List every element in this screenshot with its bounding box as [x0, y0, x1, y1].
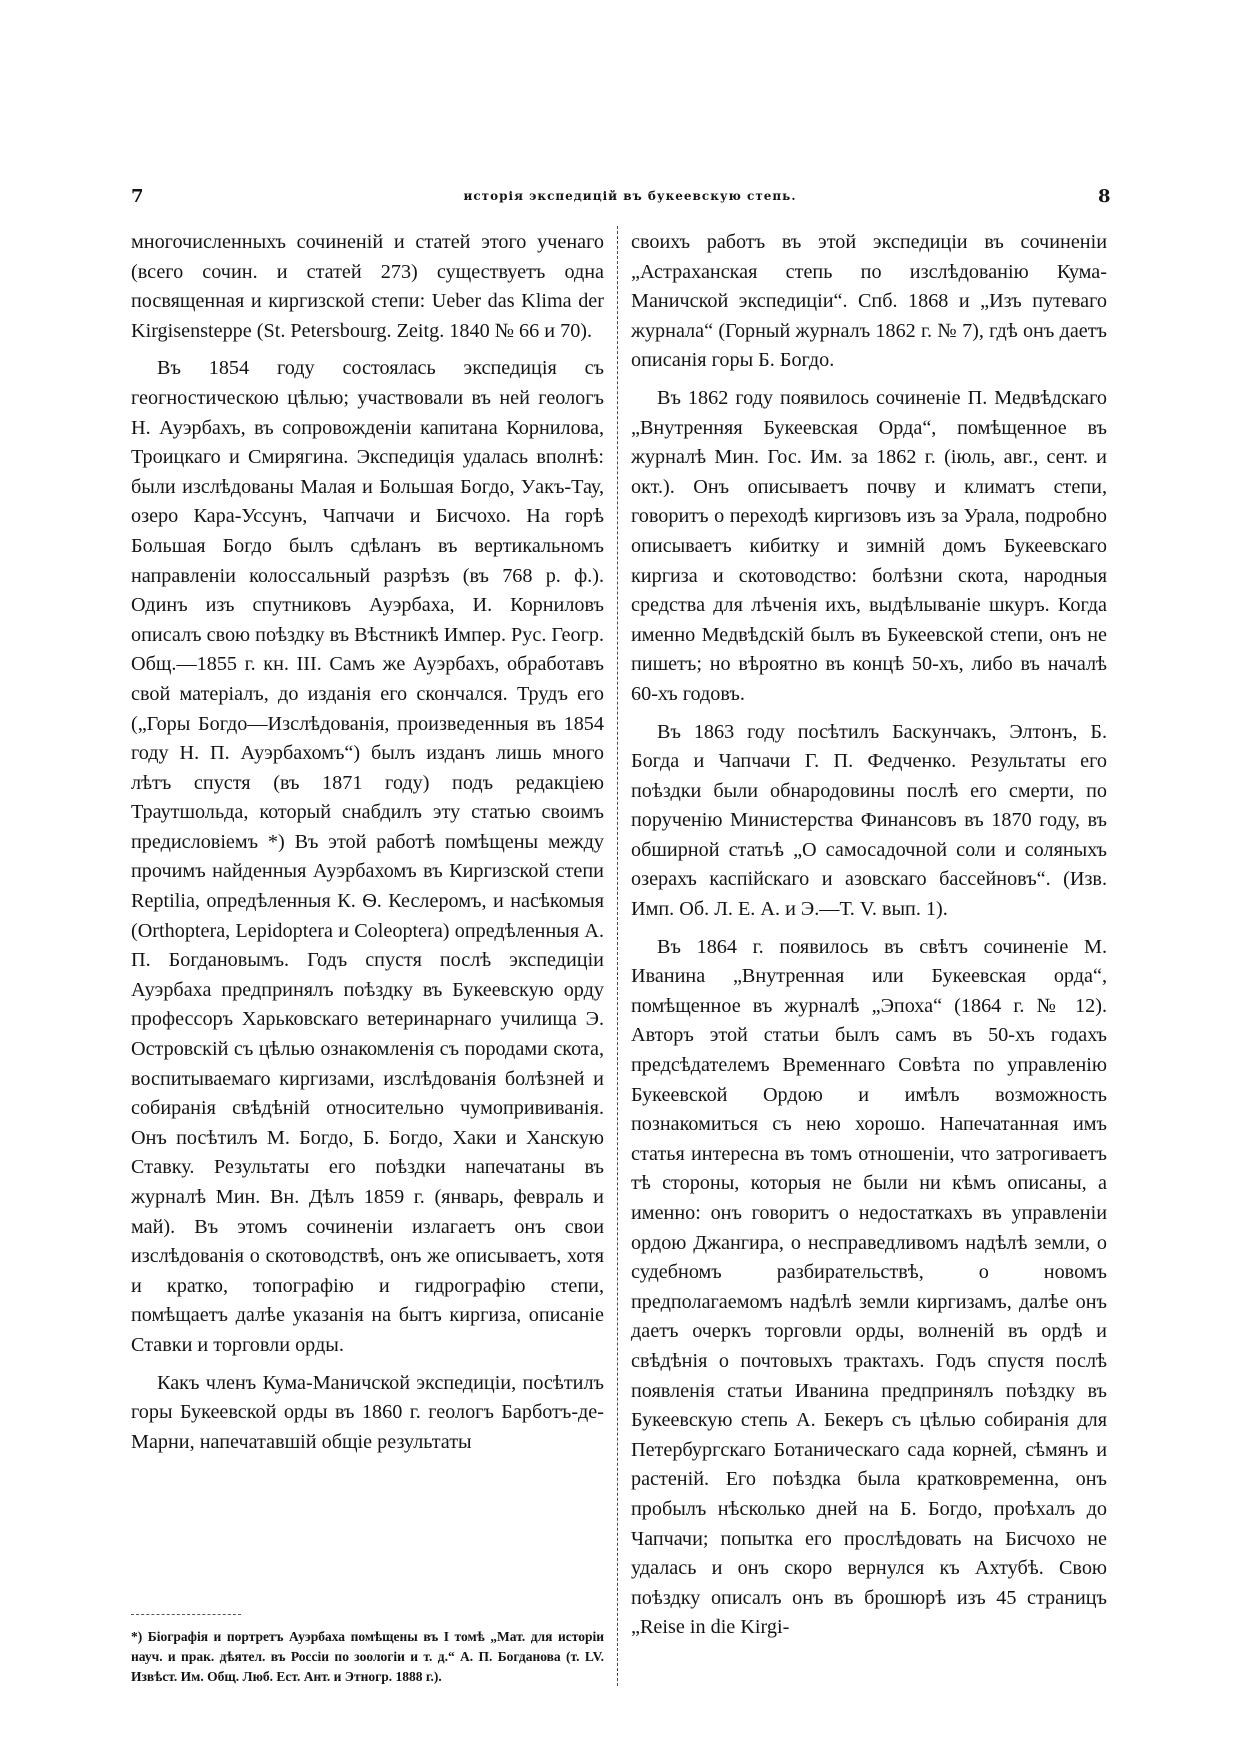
- paragraph: Какъ членъ Кума-Маничской экспедиціи, посѣтилъ горы Букеевской орды въ 1860 г. геологъ Барботъ-де-Марни, напечатавшій общіе результаты: [131, 1371, 604, 1453]
- paragraph: Въ 1863 году посѣтилъ Баскунчакъ, Элтонъ, Б. Богда и Чапчачи Г. П. Федченко. Результаты его поѣздки были обнародовины послѣ его смерти, по порученію Министерства Финансовъ въ 1870 году, въ обширной статьѣ „О самосадочной соли и соляныхъ озерахъ каспійскаго и азовскаго бассейновъ“. (Изв. Имп. Об. Л. Е. А. и Э.—Т. V. вып. 1).: [631, 720, 1107, 921]
- column-divider: [617, 226, 618, 1686]
- right-column: [631, 228, 1107, 1643]
- paragraph: своихъ работъ въ этой экспедиціи въ сочиненіи „Астраханская степь по изслѣдованію Кума-Маничской экспедиціи“. Спб. 1868 и „Изъ путеваго журнала“ (Горный журналъ 1862 г. № 7), гдѣ онъ даетъ описанія горы Б. Богдо.: [631, 231, 1107, 372]
- paragraph: Въ 1864 г. появилось въ свѣтъ сочиненіе М. Иванина „Внутренная или Букеевская орда“, помѣщенное въ журналѣ „Эпоха“ (1864 г. № 12). Авторъ этой статьи былъ самъ въ 50-хъ годахъ предсѣдателемъ Временнаго Совѣта по управленію Букеевской Ордою и имѣлъ возможность познакомиться съ нею хорошо. Напечатанная имъ статья интересна въ томъ отношеніи, что затрогиваетъ тѣ стороны, которыя не были ни кѣмъ описаны, а именно: онъ говоритъ о недостаткахъ въ управленіи ордою Джангира, о несправедливомъ надѣлѣ земли, о судебномъ разбирательствѣ, о новомъ предполагаемомъ надѣлѣ земли киргизамъ, далѣе онъ даетъ очеркъ торговли орды, волненій въ ордѣ и свѣдѣнія о почтовыхъ трактахъ. Годъ спустя послѣ появленія статьи Иванина предпринялъ поѣздку въ Букеевскую степь А. Бекеръ съ цѣлью собиранія для Петербургскаго Ботаническаго сада корней, сѣмянъ и растеній. Его поѣздка была кратковременна, онъ пробылъ нѣсколько дней на Б. Богдо, проѣхалъ до Чапчачи; попытка его прослѣдовать на Бисчохо не удалась и онъ скоро вернулся къ Ахтубѣ. Свою поѣздку описалъ онъ въ брошюрѣ изъ 45 страницъ „Reise in die Kirgi-: [631, 935, 1107, 1639]
- footnote: *) Біографія и портретъ Ауэрбаха помѣщены въ I томѣ „Мат. для исторіи науч. и прак. дѣятел. въ Россіи по зоологіи и т. д.“ А. П. Богданова (т. LV. Извѣст. Им. Общ. Люб. Ест. Ант. и Этногр. 1888 г.).: [131, 1629, 604, 1684]
- running-head: исторія экспедицій въ букеевскую степь.: [463, 189, 797, 203]
- page-number-right: 8: [1098, 186, 1111, 207]
- paragraph: Въ 1854 году состоялась экспедиція съ геогностическою цѣлью; участвовали въ ней геологъ Н. Ауэрбахъ, въ сопровожденіи капитана Корнилова, Троицкаго и Смирягина. Экспедиція удалась вполнѣ: были изслѣдованы Малая и Большая Богдо, Уакъ-Тау, озеро Кара-Уссунъ, Чапчачи и Бисчохо. На горѣ Большая Богдо былъ сдѣланъ въ вертикальномъ направленіи колоссальный разрѣзъ (въ 768 р. ф.). Одинъ изъ спутниковъ Ауэрбаха, И. Корниловъ описалъ свою поѣздку въ Вѣстникѣ Импер. Рус. Геогр. Общ.—1855 г. кн. III. Самъ же Ауэрбахъ, обработавъ свой матеріалъ, до изданія его скончался. Трудъ его („Горы Богдо—Изслѣдованія, произведенныя въ 1854 году Н. П. Ауэрбахомъ“) былъ изданъ лишь много лѣтъ спустя (въ 1871 году) подъ редакціею Траутшольда, который снабдилъ эту статью своимъ предисловіемъ *) Въ этой работѣ помѣщены между прочимъ найденныя Ауэрбахомъ въ Киргизской степи Reptilia, опредѣленныя К. Ѳ. Кеслеромъ, и насѣкомыя (Orthoptera, Lepidoptera и Coleoptera) опредѣленныя А. П. Богдановымъ. Годъ спустя послѣ экспедиціи Ауэрбаха предпринялъ поѣздку въ Букеевскую орду профессоръ Харьковскаго ветеринарнаго училища Э. Островскій съ цѣлью ознакомленія съ породами скота, воспитываемаго киргизами, изслѣдованія болѣзней и собиранія свѣдѣній относительно чумопрививанія. Онъ посѣтилъ М. Богдо, Б. Богдо, Хаки и Ханскую Ставку. Результаты его поѣздки напечатаны въ журналѣ Мин. Вн. Дѣлъ 1859 г. (январь, февраль и май). Въ этомъ сочиненіи излагаетъ онъ свои изслѣдованія о скотоводствѣ, онъ же описываетъ, хотя и кратко, топографію и гидрографію степи, помѣщаетъ далѣе указанія на бытъ киргиза, описаніе Ставки и торговли орды.: [131, 357, 605, 1356]
- page-number-left: 7: [131, 186, 144, 207]
- footnote-divider: [131, 1614, 241, 1615]
- left-column: [131, 228, 604, 1457]
- paragraph: Въ 1862 году появилось сочиненіе П. Медвѣдскаго „Внутренняя Букеевская Орда“, помѣщенное въ журналѣ Мин. Гос. Им. за 1862 г. (іюль, авг., сент. и окт.). Онъ описываетъ почву и климатъ степи, говоритъ о переходѣ киргизовъ изъ за Урала, подробно описываетъ кибитку и зимній домъ Букеевскаго киргиза и скотоводство: болѣзни скота, народныя средства для лѣченія ихъ, выдѣлываніе шкуръ. Когда именно Медвѣдскій былъ въ Букеевской степи, онъ не пишетъ; но вѣроятно въ концѣ 50-хъ, либо въ началѣ 60-хъ годовъ.: [631, 386, 1107, 705]
- paragraph: многочисленныхъ сочиненій и статей этого ученаго (всего сочин. и статей 273) существуетъ одна посвященная и киргизской степи: Ueber das Klima der Kirgisensteppe (St. Petersbourg. Zeitg. 1840 № 66 и 70).: [131, 231, 604, 342]
